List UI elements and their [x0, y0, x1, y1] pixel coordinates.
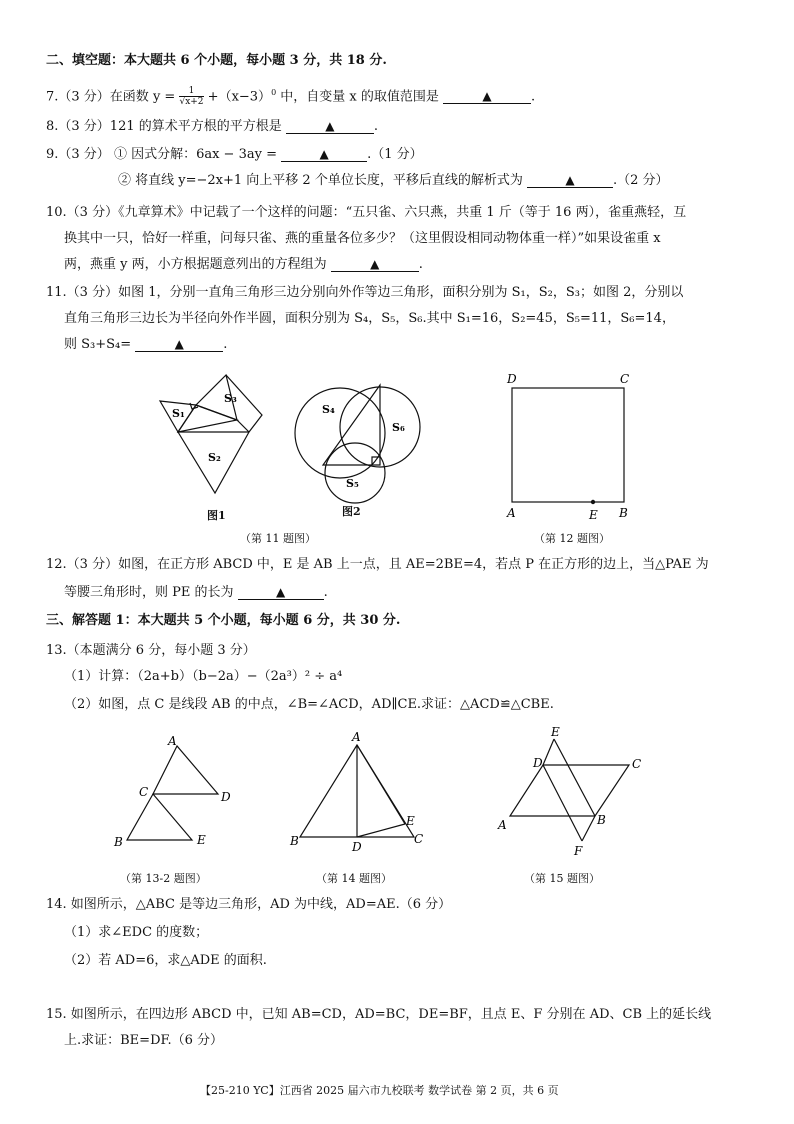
- fig13-label-a: A: [168, 734, 177, 748]
- fig13-label-c: C: [139, 785, 149, 799]
- figure-12-square: [512, 388, 624, 502]
- q12-text-2: 等腰三角形时，则 PE 的长为: [64, 585, 234, 600]
- question-11-line-1: 11.（3 分）如图 1，分别一直角三角形三边分别向外作等边三角形，面积分别为 S₁，S₂，S₃；如图 2，分别以: [46, 285, 684, 300]
- question-7: [46, 84, 535, 107]
- fig12-label-d: D: [507, 372, 517, 386]
- q12-answer-blank[interactable]: [238, 585, 324, 600]
- q9-answer-blank-1[interactable]: [281, 147, 367, 162]
- edge: [237, 420, 249, 432]
- figure-1-equilateral-triangles: [160, 375, 262, 493]
- q8-text: 8.（3 分）121 的算术平方根的平方根是: [46, 119, 282, 134]
- answer-marker: ▲: [276, 585, 286, 599]
- q8-answer-blank[interactable]: [286, 119, 374, 134]
- question-10-line-2: 换其中一只，恰好一样重，问每只雀、燕的重量各位多少？（这里假设相同动物体重一样）”如果设雀重 x: [64, 231, 661, 246]
- fig15-label-b: B: [597, 813, 606, 827]
- question-11-line-2: 直角三角形三边长为半径向外作半圆，面积分别为 S₄，S₅，S₆.其中 S₁=16，S₂=45，S₅=11，S₆=14，: [64, 311, 675, 326]
- fig2-label-s6: S₆: [392, 421, 405, 434]
- semicircle-s5: [325, 443, 385, 503]
- fig15-label-f: F: [574, 844, 583, 858]
- figures-q11-q12: [0, 365, 794, 555]
- fig12-label-c: C: [620, 372, 630, 386]
- q11-end: .: [223, 337, 228, 352]
- q9-end-1: .（1 分）: [367, 147, 423, 162]
- figure-14: [300, 745, 414, 837]
- question-12-line-2: [64, 584, 328, 602]
- q9-end-2: .（2 分）: [612, 173, 669, 188]
- question-15-line-2: 上.求证：BE=DF.（6 分）: [64, 1033, 224, 1048]
- q10-answer-blank[interactable]: [331, 257, 419, 272]
- q8-end: .: [373, 119, 379, 134]
- q7-fraction: [179, 86, 203, 107]
- fig14-label-b: B: [290, 834, 299, 848]
- figure-15: [510, 739, 629, 841]
- q9-text: 9.（3 分） ① 因式分解：6ax − 3ay =: [46, 147, 277, 162]
- question-11-line-3: [64, 336, 227, 354]
- answer-marker: ▲: [565, 173, 575, 187]
- right-triangle-2: [323, 385, 380, 465]
- fig2-label-s5: S₅: [346, 477, 359, 490]
- q7-fraction-numerator: 1: [179, 86, 203, 97]
- answer-marker: ▲: [319, 147, 329, 161]
- parallelogram-abcd: [510, 765, 629, 816]
- segment-eb: [554, 739, 595, 816]
- question-13-line-1: 13.（本题满分 6 分，每小题 3 分）: [46, 643, 256, 658]
- segment-df: [543, 765, 582, 841]
- question-10-line-1: 10.（3 分）《九章算术》中记载了一个这样的问题：“五只雀、六只燕，共重 1 斤（等于 16 两），雀重燕轻，互: [46, 205, 687, 220]
- q11-answer-blank[interactable]: [135, 337, 223, 352]
- fig1-label-s3: S₃: [224, 392, 237, 405]
- fig12-label-b: B: [619, 506, 628, 520]
- fig15-label-c: C: [632, 757, 642, 771]
- question-14-line-3: （2）若 AD=6，求△ADE 的面积.: [64, 953, 267, 968]
- answer-marker: ▲: [482, 89, 492, 104]
- q10-text-3: 两，燕重 y 两，小方根据题意列出的方程组为: [64, 257, 327, 272]
- q7-answer-blank[interactable]: [443, 89, 531, 104]
- q7-text-post: 中，自变量 x 的取值范围是: [280, 89, 439, 105]
- fig12-label-a: A: [507, 506, 516, 520]
- segment-ae: [357, 745, 405, 824]
- fig14-caption: （第 14 题图）: [316, 872, 392, 885]
- question-8: [46, 118, 378, 136]
- fig15-label-d: D: [533, 756, 543, 770]
- q12-end: .: [323, 585, 328, 600]
- question-15-line-1: 15. 如图所示，在四边形 ABCD 中，已知 AB=CD，AD=BC，DE=BF，且点 E、F 分别在 AD、CB 上的延长线: [46, 1007, 712, 1022]
- q7-exponent: 0: [271, 88, 277, 97]
- section-2-heading: 二、填空题：本大题共 6 个小题，每小题 3 分，共 18 分.: [46, 53, 387, 68]
- q7-end: .: [531, 89, 536, 105]
- answer-marker: ▲: [325, 119, 335, 133]
- answer-marker: ▲: [174, 337, 184, 351]
- fig1-label-s2: S₂: [208, 451, 221, 464]
- fig11-caption: （第 11 题图）: [240, 532, 316, 545]
- point-e: [591, 500, 595, 504]
- fig1-caption: 图1: [207, 509, 226, 522]
- answer-marker: ▲: [370, 257, 380, 271]
- triangle-acd: [153, 746, 218, 794]
- fig15-caption: （第 15 题图）: [524, 872, 600, 885]
- question-13-line-3: （2）如图，点 C 是线段 AB 的中点，∠B=∠ACD，AD∥CE.求证：△ACD≌△CBE.: [64, 697, 554, 712]
- q9-answer-blank-2[interactable]: [527, 173, 613, 188]
- q7-text: 7.（3 分）在函数 y =: [46, 89, 176, 105]
- fig14-label-e: E: [406, 814, 415, 828]
- fig12-caption: （第 12 题图）: [534, 532, 610, 545]
- question-14-line-1: 14. 如图所示，△ABC 是等边三角形，AD 为中线，AD=AE.（6 分）: [46, 897, 452, 912]
- fig15-label-e: E: [551, 725, 560, 739]
- q7-fraction-denominator: √x+2: [179, 97, 204, 108]
- fig13-label-e: E: [197, 833, 206, 847]
- section-3-heading: 三、解答题 1：本大题共 5 个小题，每小题 6 分，共 30 分.: [46, 613, 401, 628]
- extension-cb: [582, 816, 595, 841]
- question-9-part2: [118, 172, 669, 190]
- question-13-line-2: （1）计算：（2a+b）（b−2a）−（2a³）² ÷ a⁴: [64, 669, 343, 684]
- extension-ad: [543, 739, 554, 765]
- question-12-line-1: 12.（3 分）如图，在正方形 ABCD 中，E 是 AB 上一点，且 AE=2BE=4，若点 P 在正方形的边上，当△PAE 为: [46, 557, 709, 572]
- q11-text-3: 则 S₃+S₄=: [64, 337, 132, 352]
- q9-text-2: ② 将直线 y=−2x+1 向上平移 2 个单位长度，平移后直线的解析式为: [118, 173, 523, 188]
- q7-text-mid: +（x−3）: [207, 89, 272, 105]
- fig13-label-d: D: [221, 790, 231, 804]
- segment-de: [357, 824, 405, 837]
- q10-end: .: [418, 257, 423, 272]
- square-abcd: [512, 388, 624, 502]
- fig14-label-c: C: [414, 832, 424, 846]
- question-14-line-2: （1）求∠EDC 的度数；: [64, 925, 209, 940]
- fig13-caption: （第 13-2 题图）: [120, 872, 207, 885]
- fig2-caption: 图2: [342, 505, 361, 518]
- triangle-cbe: [127, 794, 192, 840]
- fig14-label-a: A: [352, 730, 361, 744]
- figures-q13-q14-q15: [0, 725, 794, 865]
- page-footer: 【25-210 YC】江西省 2025 届六市九校联考 数学试卷 第 2 页，共 6 页: [200, 1084, 559, 1097]
- fig14-label-d: D: [352, 840, 362, 854]
- fig13-label-b: B: [114, 835, 123, 849]
- question-10-line-3: [64, 256, 423, 274]
- fig2-label-s4: S₄: [322, 403, 335, 416]
- fig15-label-a: A: [498, 818, 507, 832]
- question-9-part1: [46, 146, 423, 164]
- fig12-label-e: E: [589, 508, 598, 522]
- fig1-label-s1: S₁: [172, 407, 185, 420]
